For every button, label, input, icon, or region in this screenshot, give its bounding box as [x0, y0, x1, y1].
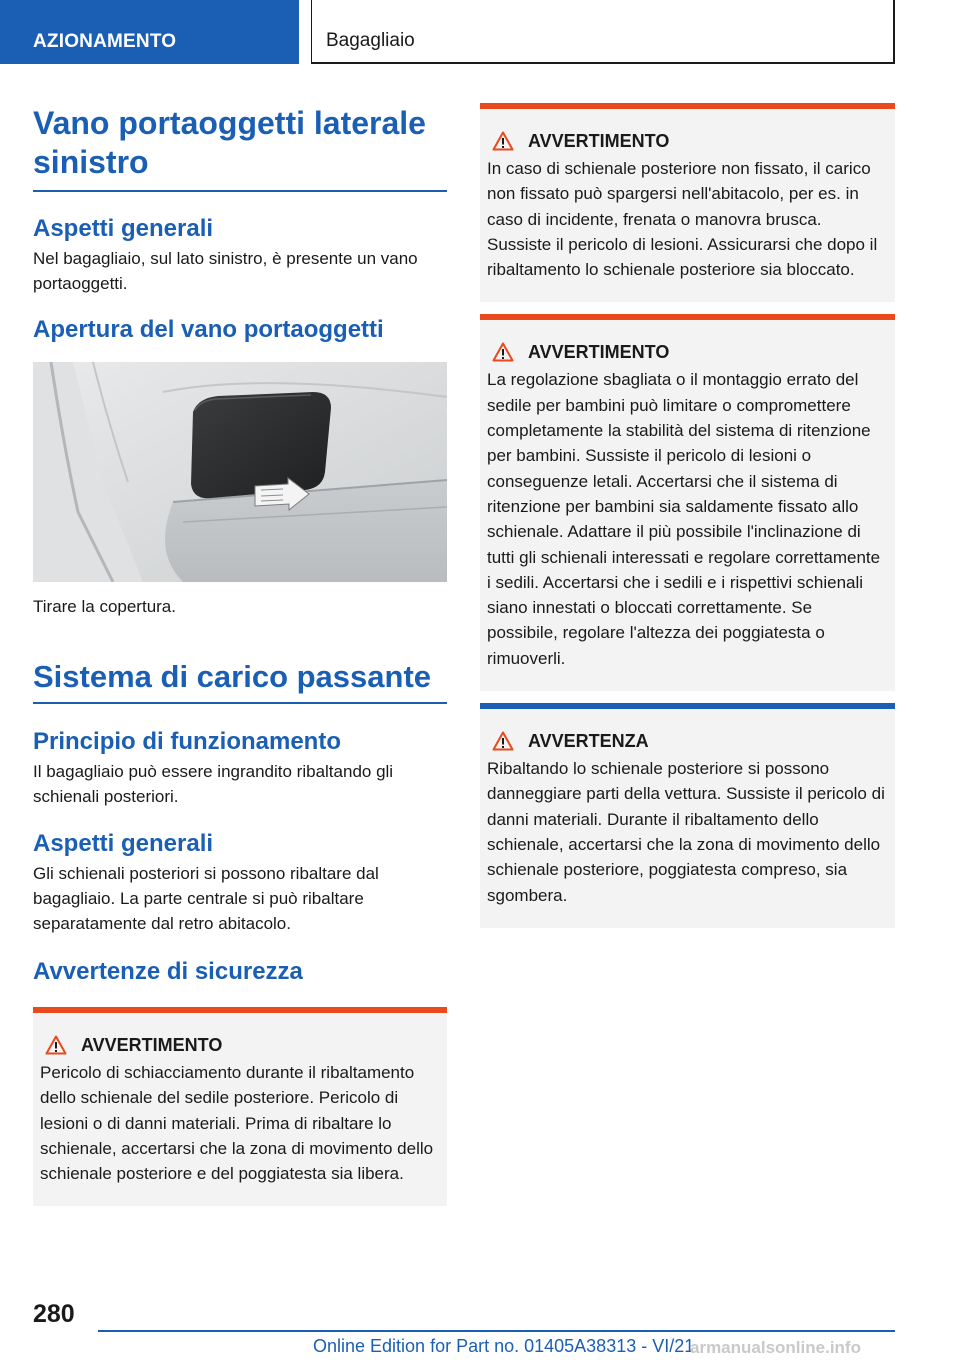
watermark: armanualsonline.info	[690, 1338, 861, 1357]
left-column	[33, 104, 447, 1206]
heading-sistema-carico: Sistema di carico passante	[33, 659, 432, 694]
illustration-drawing	[33, 362, 447, 582]
warning-box-3	[480, 314, 895, 691]
warning-box-2	[480, 103, 895, 302]
warning-triangle-icon	[45, 1035, 67, 1055]
notice-triangle-icon	[492, 731, 514, 751]
notice-title: AVVERTENZA	[528, 730, 649, 751]
warning-text: In caso di schienale posteriore non fissato, il carico non fissato può spargersi nell'abitacolo, per es. in caso di incidente, frenata o manovra brusca. Sussiste il pericolo di lesioni. Assicurarsi che dopo il ribaltamento lo schienale posteriore sia bloccato.	[487, 159, 878, 280]
warning-triangle-icon	[492, 342, 514, 362]
warning-title: AVVERTIMENTO	[81, 1034, 223, 1055]
warning-box-1	[33, 1007, 447, 1206]
paragraph-aspetti-2: Gli schienali posteriori si possono ribaltare dal bagagliaio. La parte centrale si può ribaltare separatamente dal retro abitacolo.	[33, 864, 379, 933]
paragraph-aspetti-1: Nel bagagliaio, sul lato sinistro, è presente un vano portaoggetti.	[33, 249, 418, 293]
heading-avvertenze: Avvertenze di sicurezza	[33, 958, 303, 985]
heading-rule	[33, 190, 447, 192]
warning-triangle-icon	[492, 131, 514, 151]
footer-rule	[98, 1330, 895, 1332]
heading-rule-2	[33, 702, 447, 704]
warning-title: AVVERTIMENTO	[528, 341, 670, 362]
figure-caption: Tirare la copertura.	[33, 597, 176, 616]
warning-title: AVVERTIMENTO	[528, 130, 670, 151]
section-title: Bagagliaio	[311, 0, 895, 64]
notice-text: Ribaltando lo schienale posteriore si possono danneggiare parti della vettura. Sussiste il pericolo di danni materiali. Durante il ribaltamento dello schienale, accertarsi che la zona di movimento dello schienale posteriore, poggiatesta compreso, sia sgombera.	[487, 759, 885, 905]
page-number: 280	[33, 1300, 75, 1328]
heading-principio: Principio di funzionamento	[33, 728, 341, 755]
footer-edition: Online Edition for Part no. 01405A38313 - VI/21	[313, 1336, 695, 1356]
heading-apertura: Apertura del vano portaoggetti	[33, 316, 384, 343]
paragraph-principio: Il bagagliaio può essere ingrandito ribaltando gli schienali posteriori.	[33, 762, 394, 806]
chapter-tab: AZIONAMENTO	[0, 0, 299, 64]
storage-compartment-illustration	[33, 362, 447, 582]
warning-text: Pericolo di schiacciamento durante il ribaltamento dello schienale del sedile posteriore. Pericolo di lesioni o di danni materiali. Prima di ribaltare lo schienale, accertarsi che la zona di movimento dello schienale posteriore e del poggiatesta sia libera.	[40, 1063, 434, 1184]
heading-aspetti-generali-1: Aspetti generali	[33, 215, 214, 242]
warning-text: La regolazione sbagliata o il montaggio errato del sedile per bambini può limitare o compromettere completamente la stabilità del sistema di ritenzione per bambini. Sussiste il pericolo di lesioni o conseguenze letali. Accertarsi che il sistema di ritenzione per bambini sia saldamente fissato allo schienale. Adattare il più possibile l'inclinazione di tutti gli schienali interessati e regolare correttamente i sedili. Accertarsi che i sedili e i rispettivi schienali siano innestati o bloccati correttamente. Se possibile, regolare l'altezza dei poggiatesta o rimuoverli.	[487, 370, 881, 668]
heading-vano-portaoggetti: Vano portaoggetti laterale sinistro	[33, 105, 426, 180]
heading-aspetti-generali-2: Aspetti generali	[33, 830, 214, 857]
notice-box	[480, 703, 895, 928]
right-column	[480, 103, 895, 928]
